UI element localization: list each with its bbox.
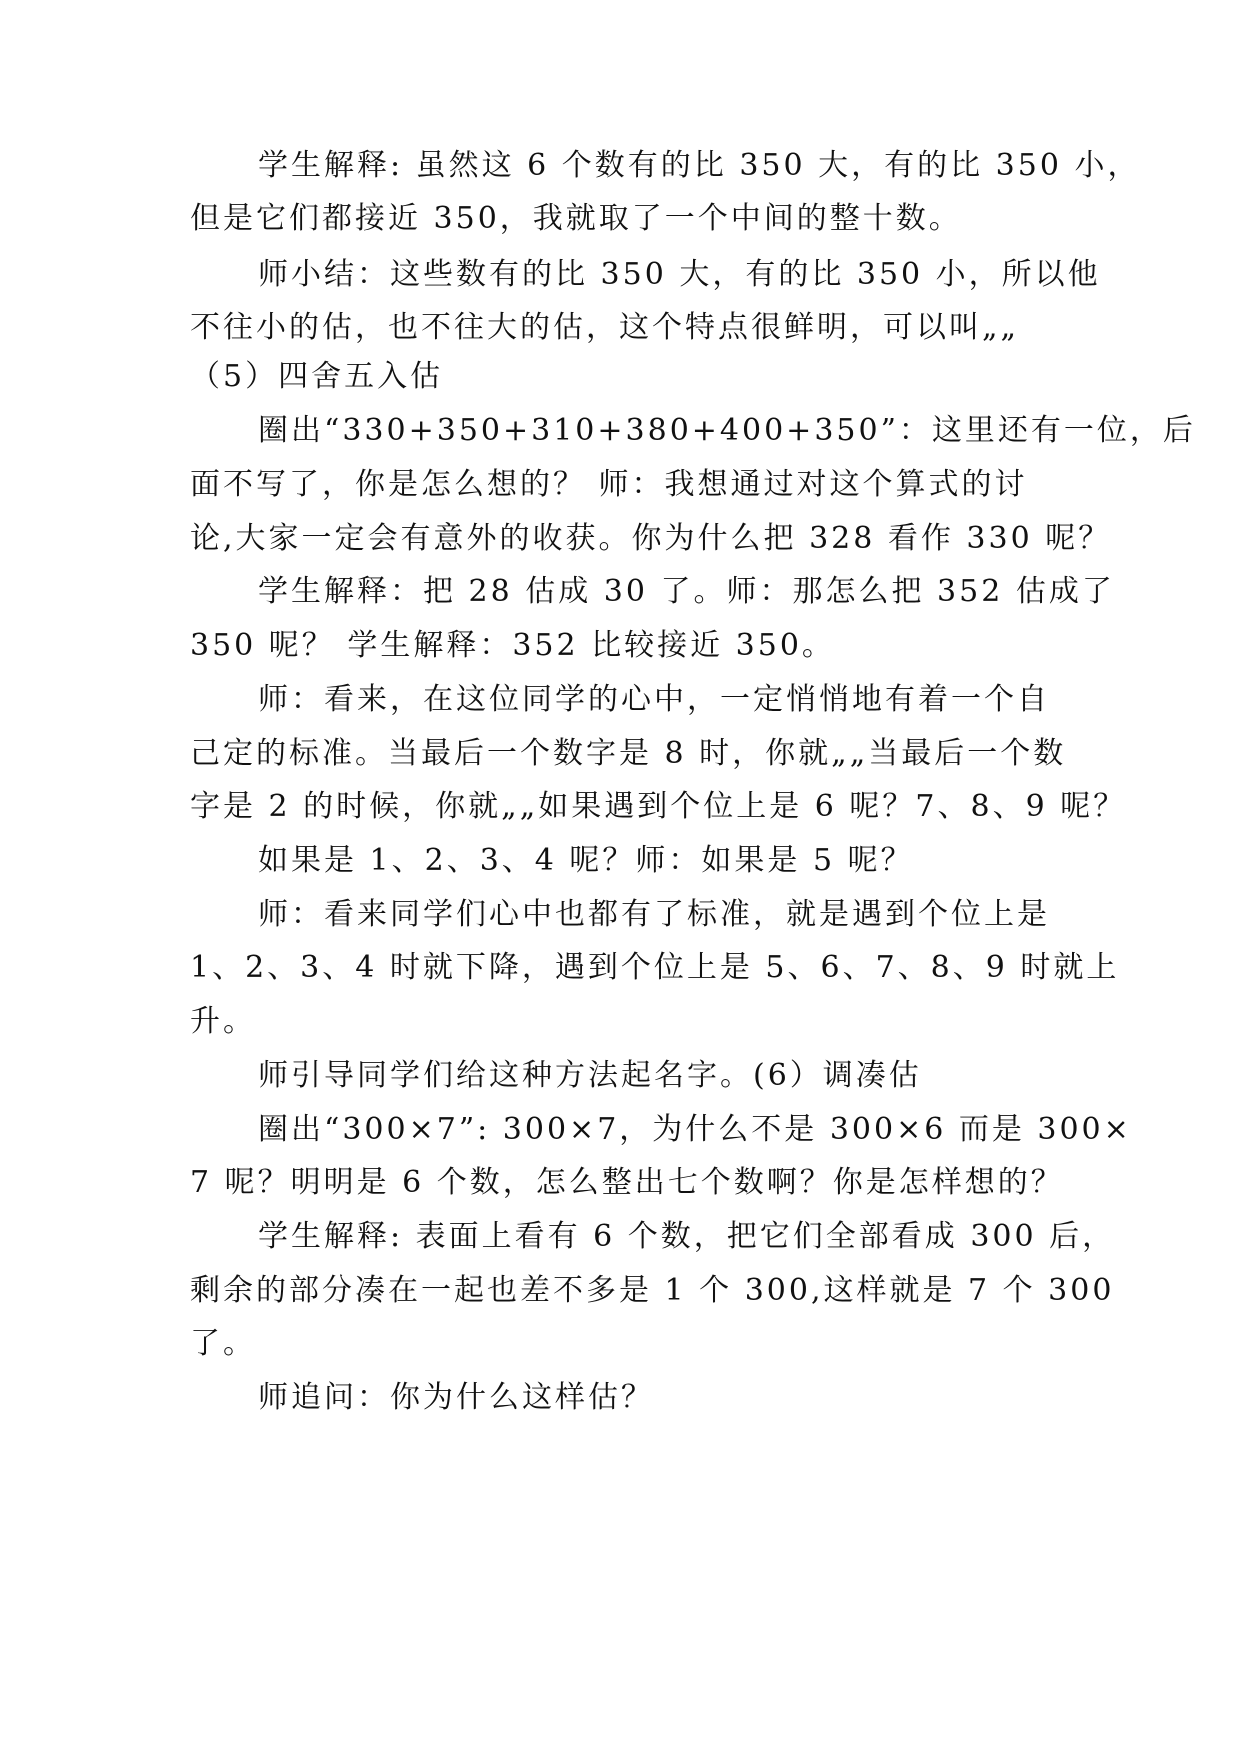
text-line: 师引导同学们给这种方法起名字。(6）调凑估 xyxy=(258,1058,922,1093)
text-line: 己定的标准。当最后一个数字是 8 时，你就„„当最后一个数 xyxy=(190,736,1067,771)
text-line: 学生解释：把 28 估成 30 了。师：那怎么把 352 估成了 xyxy=(258,574,1115,609)
text-line: 剩余的部分凑在一起也差不多是 1 个 300,这样就是 7 个 300 xyxy=(190,1273,1115,1308)
text-line: 学生解释: 表面上看有 6 个数，把它们全部看成 300 后， xyxy=(258,1219,1116,1254)
text-line: 升。 xyxy=(190,1004,256,1039)
text-line: 圈出“300×7”: 300×7，为什么不是 300×6 而是 300× xyxy=(258,1112,1132,1147)
text-line: 师：看来，在这位同学的心中，一定悄悄地有着一个自 xyxy=(258,682,1050,717)
text-line: 面不写了，你是怎么想的？ 师：我想通过对这个算式的讨 xyxy=(190,467,1028,502)
text-line: 师追问：你为什么这样估？ xyxy=(258,1380,654,1415)
text-line: 字是 2 的时候，你就„„如果遇到个位上是 6 呢？7、8、9 呢？ xyxy=(190,789,1127,824)
text-line: 师：看来同学们心中也都有了标准，就是遇到个位上是 xyxy=(258,897,1050,932)
text-line: 学生解释: 虽然这 6 个数有的比 350 大，有的比 350 小， xyxy=(258,148,1141,183)
text-line: 350 呢？ 学生解释：352 比较接近 350。 xyxy=(190,628,835,663)
text-line: 论,大家一定会有意外的收获。你为什么把 328 看作 330 呢？ xyxy=(190,521,1112,556)
text-line: 不往小的估，也不往大的估，这个特点很鲜明，可以叫„„ xyxy=(190,310,1020,345)
text-line: 师小结：这些数有的比 350 大，有的比 350 小，所以他 xyxy=(258,257,1101,292)
section-heading: （5）四舍五入估 xyxy=(190,359,444,394)
text-line: 1、2、3、4 时就下降，遇到个位上是 5、6、7、8、9 时就上 xyxy=(190,950,1120,985)
text-line: 如果是 1、2、3、4 呢？师：如果是 5 呢？ xyxy=(258,843,914,878)
text-line: 了。 xyxy=(190,1326,256,1361)
text-line: 但是它们都接近 350，我就取了一个中间的整十数。 xyxy=(190,201,962,236)
text-line: 7 呢？明明是 6 个数，怎么整出七个数啊？你是怎样想的？ xyxy=(190,1165,1064,1200)
text-line: 圈出“330+350+310+380+400+350”：这里还有一位，后 xyxy=(258,413,1196,448)
